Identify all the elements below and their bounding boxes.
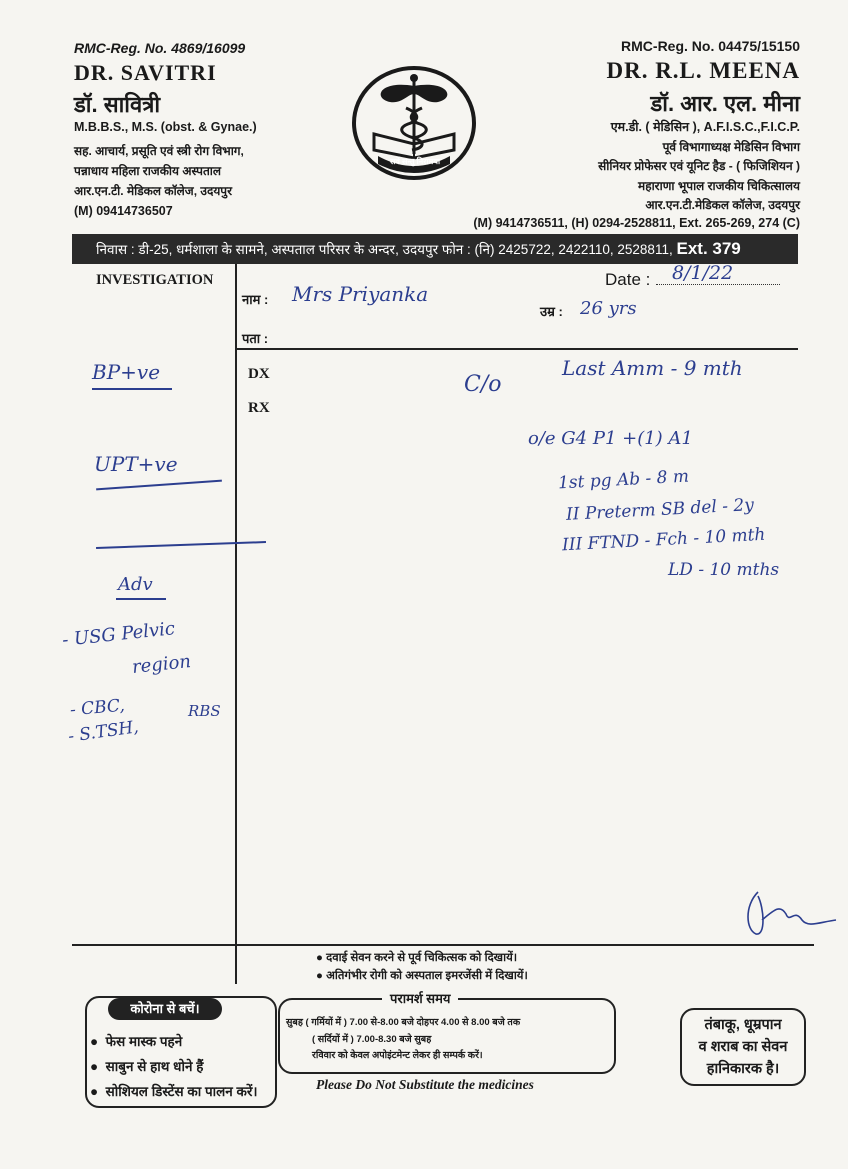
history-line: LD - 10 mths (668, 560, 780, 580)
left-doctor-designation: सह. आचार्य, प्रसूति एवं स्त्री रोग विभाग, (74, 144, 244, 158)
complaint-label: C/o (464, 372, 502, 397)
corona-item: ● फेस मास्क पहने (90, 1034, 183, 1049)
right-doctor-former-head: पूर्व विभागाध्यक्ष मेडिसिन विभाग (662, 140, 800, 154)
advice-item: region (131, 650, 192, 679)
logo-motto: सर्वे सन्तु निरामया (389, 157, 441, 166)
column-divider (235, 264, 237, 984)
corona-item: ● साबुन से हाथ धोने हैं (90, 1059, 204, 1074)
left-doctor-degree: M.B.B.S., M.S. (obst. & Gynae.) (74, 120, 257, 134)
tobacco-line: तंबाकू, धूम्रपान (704, 1017, 782, 1033)
visit-date: 8/1/22 (672, 262, 734, 284)
left-doctor-mobile: (M) 09414736507 (74, 204, 173, 218)
caduceus-book-icon (350, 64, 478, 182)
corona-item-text: साबुन से हाथ धोने हैं (105, 1059, 204, 1074)
history-line: 1st pg Ab - 8 m (557, 466, 690, 494)
advice-item: - USG Pelvic (61, 618, 176, 651)
investigation-note: UPT+ve (94, 452, 178, 476)
advice-item: - S.TSH, (66, 717, 140, 747)
left-doctor-hospital: पन्नाधाय महिला राजकीय अस्पताल (74, 164, 222, 178)
right-doctor-name: DR. R.L. MEENA (606, 58, 800, 83)
right-doctor-name-hindi: डॉ. आर. एल. मीना (650, 91, 800, 116)
right-doctor-designation: सीनियर प्रोफेसर एवं यूनिट हैड - ( फिजिशियन ) (598, 159, 800, 173)
notice-line: ● दवाई सेवन करने से पूर्व चिकित्सक को दिखायें। (316, 952, 518, 964)
last-menstrual-note: Last Amm - 9 mth (562, 356, 743, 380)
left-doctor-name-hindi: डॉ. सावित्री (74, 92, 161, 117)
banner-ext: Ext. 379 (676, 239, 741, 258)
dx-label: DX (248, 366, 270, 382)
left-doctor-college: आर.एन.टी. मेडिकल कॉलेज, उदयपुर (74, 184, 233, 198)
name-label: नाम : (242, 292, 269, 307)
right-doctor-phones: (M) 9414736511, (H) 0294-2528811, Ext. 265-269, 274 (C) (473, 216, 800, 230)
doctor-signature (740, 880, 840, 940)
tobacco-line: हानिकारक है। (706, 1061, 780, 1077)
corona-item: ● सोशियल डिस्टेंस का पालन करें। (90, 1084, 258, 1099)
advice-heading: Adv (118, 574, 153, 595)
consult-summer: सुबह ( गर्मियों में ) 7.00 से-8.00 बजे दोहपर 4.00 से 8.00 बजे तक (286, 1017, 521, 1028)
underline (96, 541, 266, 548)
notice-line: ● अतिगंभीर रोगी को अस्पताल इमरजेंसी में दिखायें। (316, 970, 528, 982)
investigation-label: INVESTIGATION (96, 272, 214, 288)
advice-item: RBS (188, 702, 221, 720)
history-line: II Preterm SB del - 2y (565, 495, 755, 525)
address-banner (72, 234, 798, 264)
date-label: Date : (605, 270, 651, 289)
tobacco-line: व शराब का सेवन (698, 1039, 788, 1055)
right-doctor-college: आर.एन.टी.मेडिकल कॉलेज, उदयपुर (645, 198, 800, 212)
date-line (656, 284, 780, 285)
no-substitute-note: Please Do Not Substitute the medicines (316, 1077, 534, 1092)
consult-sunday: रविवार को केवल अपोइंटमेन्ट लेकर ही सम्पर्क करें। (312, 1050, 483, 1061)
left-reg-number: RMC-Reg. No. 4869/16099 (74, 40, 246, 56)
underline (92, 388, 172, 390)
rx-label: RX (248, 400, 270, 416)
right-reg-number: RMC-Reg. No. 04475/15150 (621, 38, 800, 54)
consult-winter: ( सर्दियों में ) 7.00-8.30 बजे सुबह (312, 1034, 432, 1045)
history-line: o/e G4 P1 +(1) A1 (528, 428, 693, 449)
corona-item-text: फेस मास्क पहने (105, 1034, 183, 1049)
corona-title: कोरोना से बचें। (108, 998, 222, 1020)
age-label: उम्र : (540, 304, 563, 319)
header-divider (235, 348, 798, 350)
right-doctor-degree: एम.डी. ( मेडिसिन ), A.F.I.S.C.,F.I.C.P. (610, 120, 800, 134)
address-label: पता : (242, 331, 269, 346)
underline (96, 480, 222, 490)
right-doctor-hospital: महाराणा भूपाल राजकीय चिकित्सालय (638, 179, 800, 193)
patient-age: 26 yrs (580, 298, 637, 319)
patient-name: Mrs Priyanka (292, 282, 429, 306)
notice-divider (72, 944, 814, 946)
corona-item-text: सोशियल डिस्टेंस का पालन करें। (105, 1084, 258, 1099)
banner-address: निवास : डी-25, धर्मशाला के सामने, अस्पताल परिसर के अन्दर, उदयपुर फोन : (नि) 2425722, 2422110, 2528811, (96, 242, 673, 257)
underline (116, 598, 166, 600)
advice-item: - CBC, (69, 695, 126, 721)
consult-title: परामर्श समय (382, 989, 458, 1007)
left-doctor-name: DR. SAVITRI (74, 60, 217, 85)
investigation-note: BP+ve (92, 360, 161, 384)
history-line: III FTND - Fch - 10 mth (561, 524, 766, 556)
